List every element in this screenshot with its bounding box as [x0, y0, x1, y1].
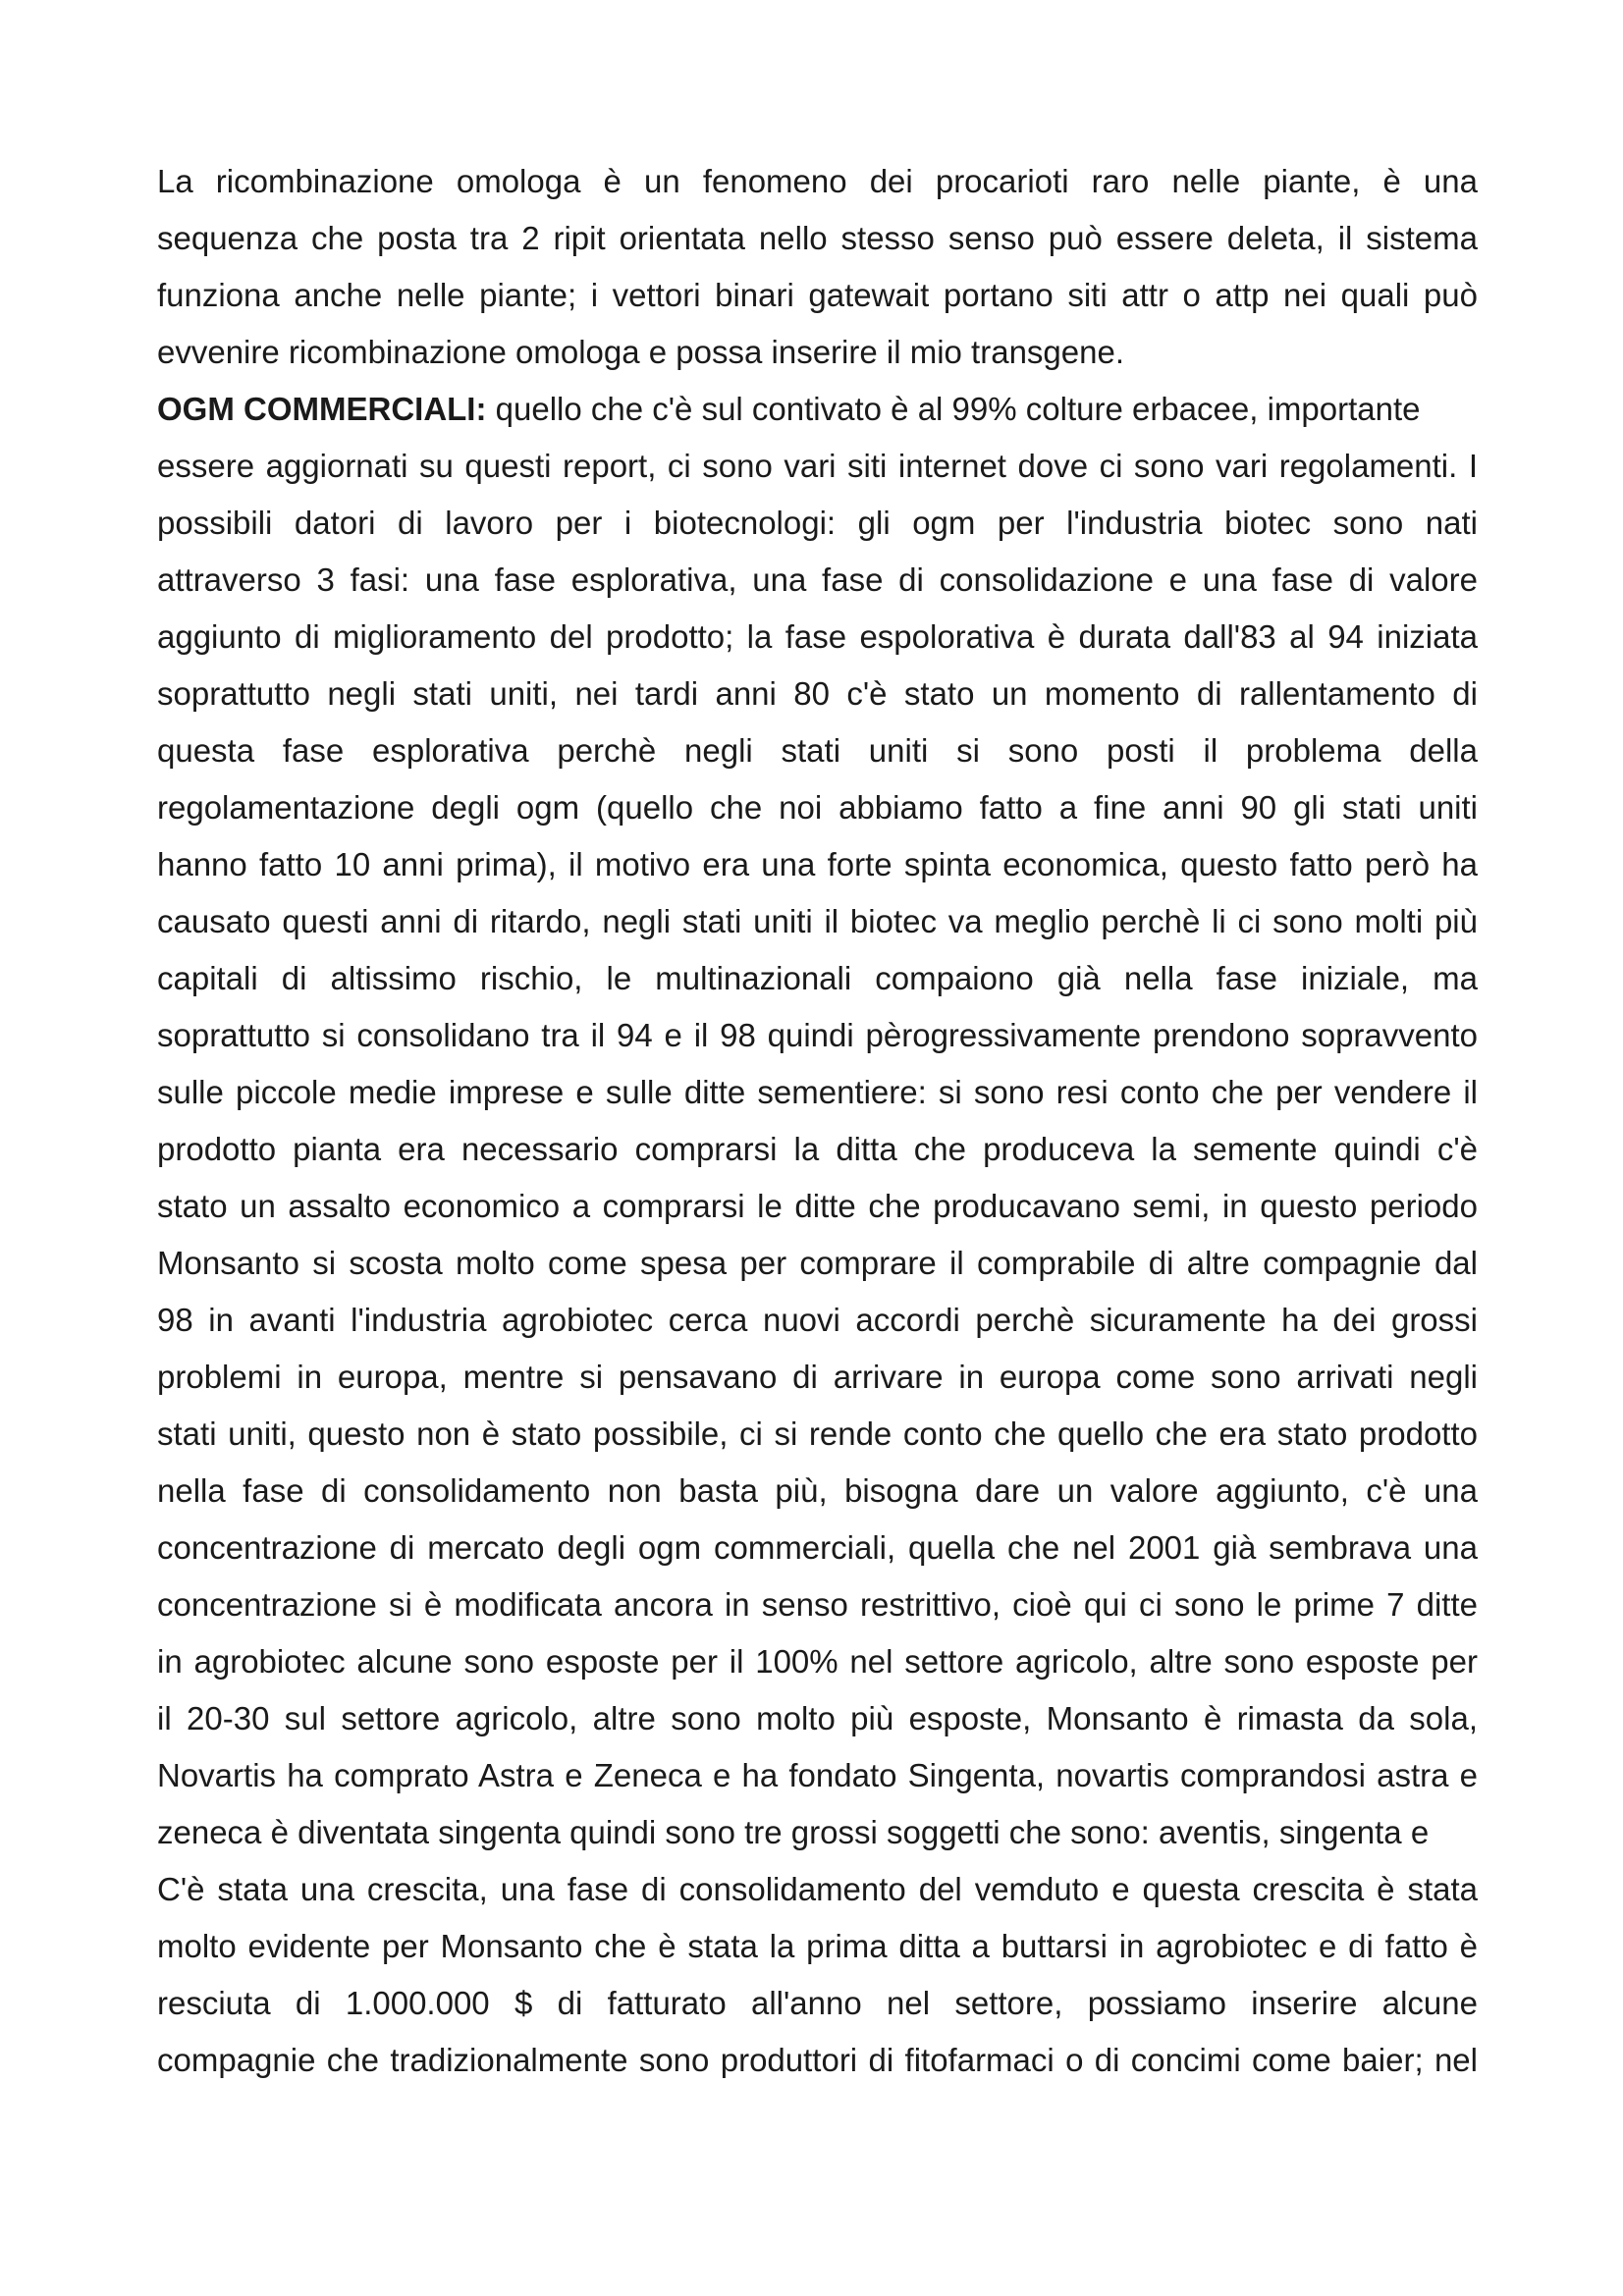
- text-line: soprattutto negli stati uniti, nei tardi anni 80 c'è stato un momento di rallentamento di: [157, 675, 1478, 712]
- text-line: problemi in europa, mentre si pensavano di arrivare in europa come sono arrivati negli: [157, 1359, 1478, 1395]
- text-line: Monsanto si scosta molto come spesa per comprare il comprabile di altre compagnie dal: [157, 1245, 1478, 1281]
- text-line: il 20-30 sul settore agricolo, altre sono molto più esposte, Monsanto è rimasta da sola,: [157, 1700, 1478, 1736]
- text-line-rest: quello che c'è sul contivato è al 99% colture erbacee, importante: [486, 391, 1421, 427]
- text-line: attraverso 3 fasi: una fase esplorativa, una fase di consolidazione e una fase di valore: [157, 561, 1478, 598]
- text-line: compagnie che tradizionalmente sono produttori di fitofarmaci o di concimi come baier; nel: [157, 2042, 1478, 2078]
- text-line: concentrazione si è modificata ancora in senso restrittivo, cioè qui ci sono le prime 7 ditte: [157, 1586, 1478, 1623]
- text-line: Novartis ha comprato Astra e Zeneca e ha fondato Singenta, novartis comprandosi astra e: [157, 1757, 1478, 1793]
- text-line: capitali di altissimo rischio, le multinazionali compaiono già nella fase iniziale, ma: [157, 960, 1478, 996]
- text-line: nella fase di consolidamento non basta più, bisogna dare un valore aggiunto, c'è una: [157, 1472, 1478, 1509]
- text-line: essere aggiornati su questi report, ci sono vari siti internet dove ci sono vari regolamenti. I: [157, 448, 1478, 484]
- text-line: in agrobiotec alcune sono esposte per il 100% nel settore agricolo, altre sono esposte per: [157, 1643, 1478, 1680]
- text-line: questa fase esplorativa perchè negli stati uniti si sono posti il problema della: [157, 732, 1478, 769]
- text-line: resciuta di 1.000.000 $ di fatturato all'anno nel settore, possiamo inserire alcune: [157, 1985, 1478, 2021]
- text-line: prodotto pianta era necessario comprarsi la ditta che produceva la semente quindi c'è: [157, 1131, 1478, 1167]
- text-line: hanno fatto 10 anni prima), il motivo era una forte spinta economica, questo fatto però ha: [157, 846, 1478, 882]
- text-line: possibili datori di lavoro per i biotecnologi: gli ogm per l'industria biotec sono nati: [157, 505, 1478, 541]
- text-line: sequenza che posta tra 2 ripit orientata nello stesso senso può essere deleta, il sistema: [157, 220, 1478, 256]
- text-line: stato un assalto economico a comprarsi le ditte che producavano semi, in questo periodo: [157, 1188, 1478, 1224]
- text-line: sulle piccole medie imprese e sulle ditte sementiere: si sono resi conto che per vendere il: [157, 1074, 1478, 1110]
- section-heading-line: [157, 381, 1478, 438]
- text-line: molto evidente per Monsanto che è stata la prima ditta a buttarsi in agrobiotec e di fatto è: [157, 1928, 1478, 1964]
- section-heading: OGM COMMERCIALI:: [157, 391, 487, 427]
- text-line: causato questi anni di ritardo, negli stati uniti il biotec va meglio perchè li ci sono molti più: [157, 903, 1478, 939]
- text-line: soprattutto si consolidano tra il 94 e il 98 quindi pèrogressivamente prendono sopravvento: [157, 1017, 1478, 1053]
- text-line: stati uniti, questo non è stato possibile, ci si rende conto che quello che era stato prodotto: [157, 1415, 1478, 1452]
- text-line: 98 in avanti l'industria agrobiotec cerca nuovi accordi perchè sicuramente ha dei grossi: [157, 1302, 1478, 1338]
- text-line: C'è stata una crescita, una fase di consolidamento del vemduto e questa crescita è stata: [157, 1871, 1478, 1907]
- text-line: zeneca è diventata singenta quindi sono tre grossi soggetti che sono: aventis, singenta e: [157, 1814, 1430, 1850]
- text-line: concentrazione di mercato degli ogm commerciali, quella che nel 2001 già sembrava una: [157, 1529, 1478, 1566]
- document-body: [157, 153, 1478, 2089]
- text-line: regolamentazione degli ogm (quello che noi abbiamo fatto a fine anni 90 gli stati uniti: [157, 789, 1478, 826]
- text-line: aggiunto di miglioramento del prodotto; la fase espolorativa è durata dall'83 al 94 iniziata: [157, 618, 1478, 655]
- text-line: La ricombinazione omologa è un fenomeno dei procarioti raro nelle piante, è una: [157, 163, 1478, 199]
- text-line: funziona anche nelle piante; i vettori binari gatewait portano siti attr o attp nei quali può: [157, 277, 1478, 313]
- text-line: evvenire ricombinazione omologa e possa inserire il mio transgene.: [157, 334, 1125, 370]
